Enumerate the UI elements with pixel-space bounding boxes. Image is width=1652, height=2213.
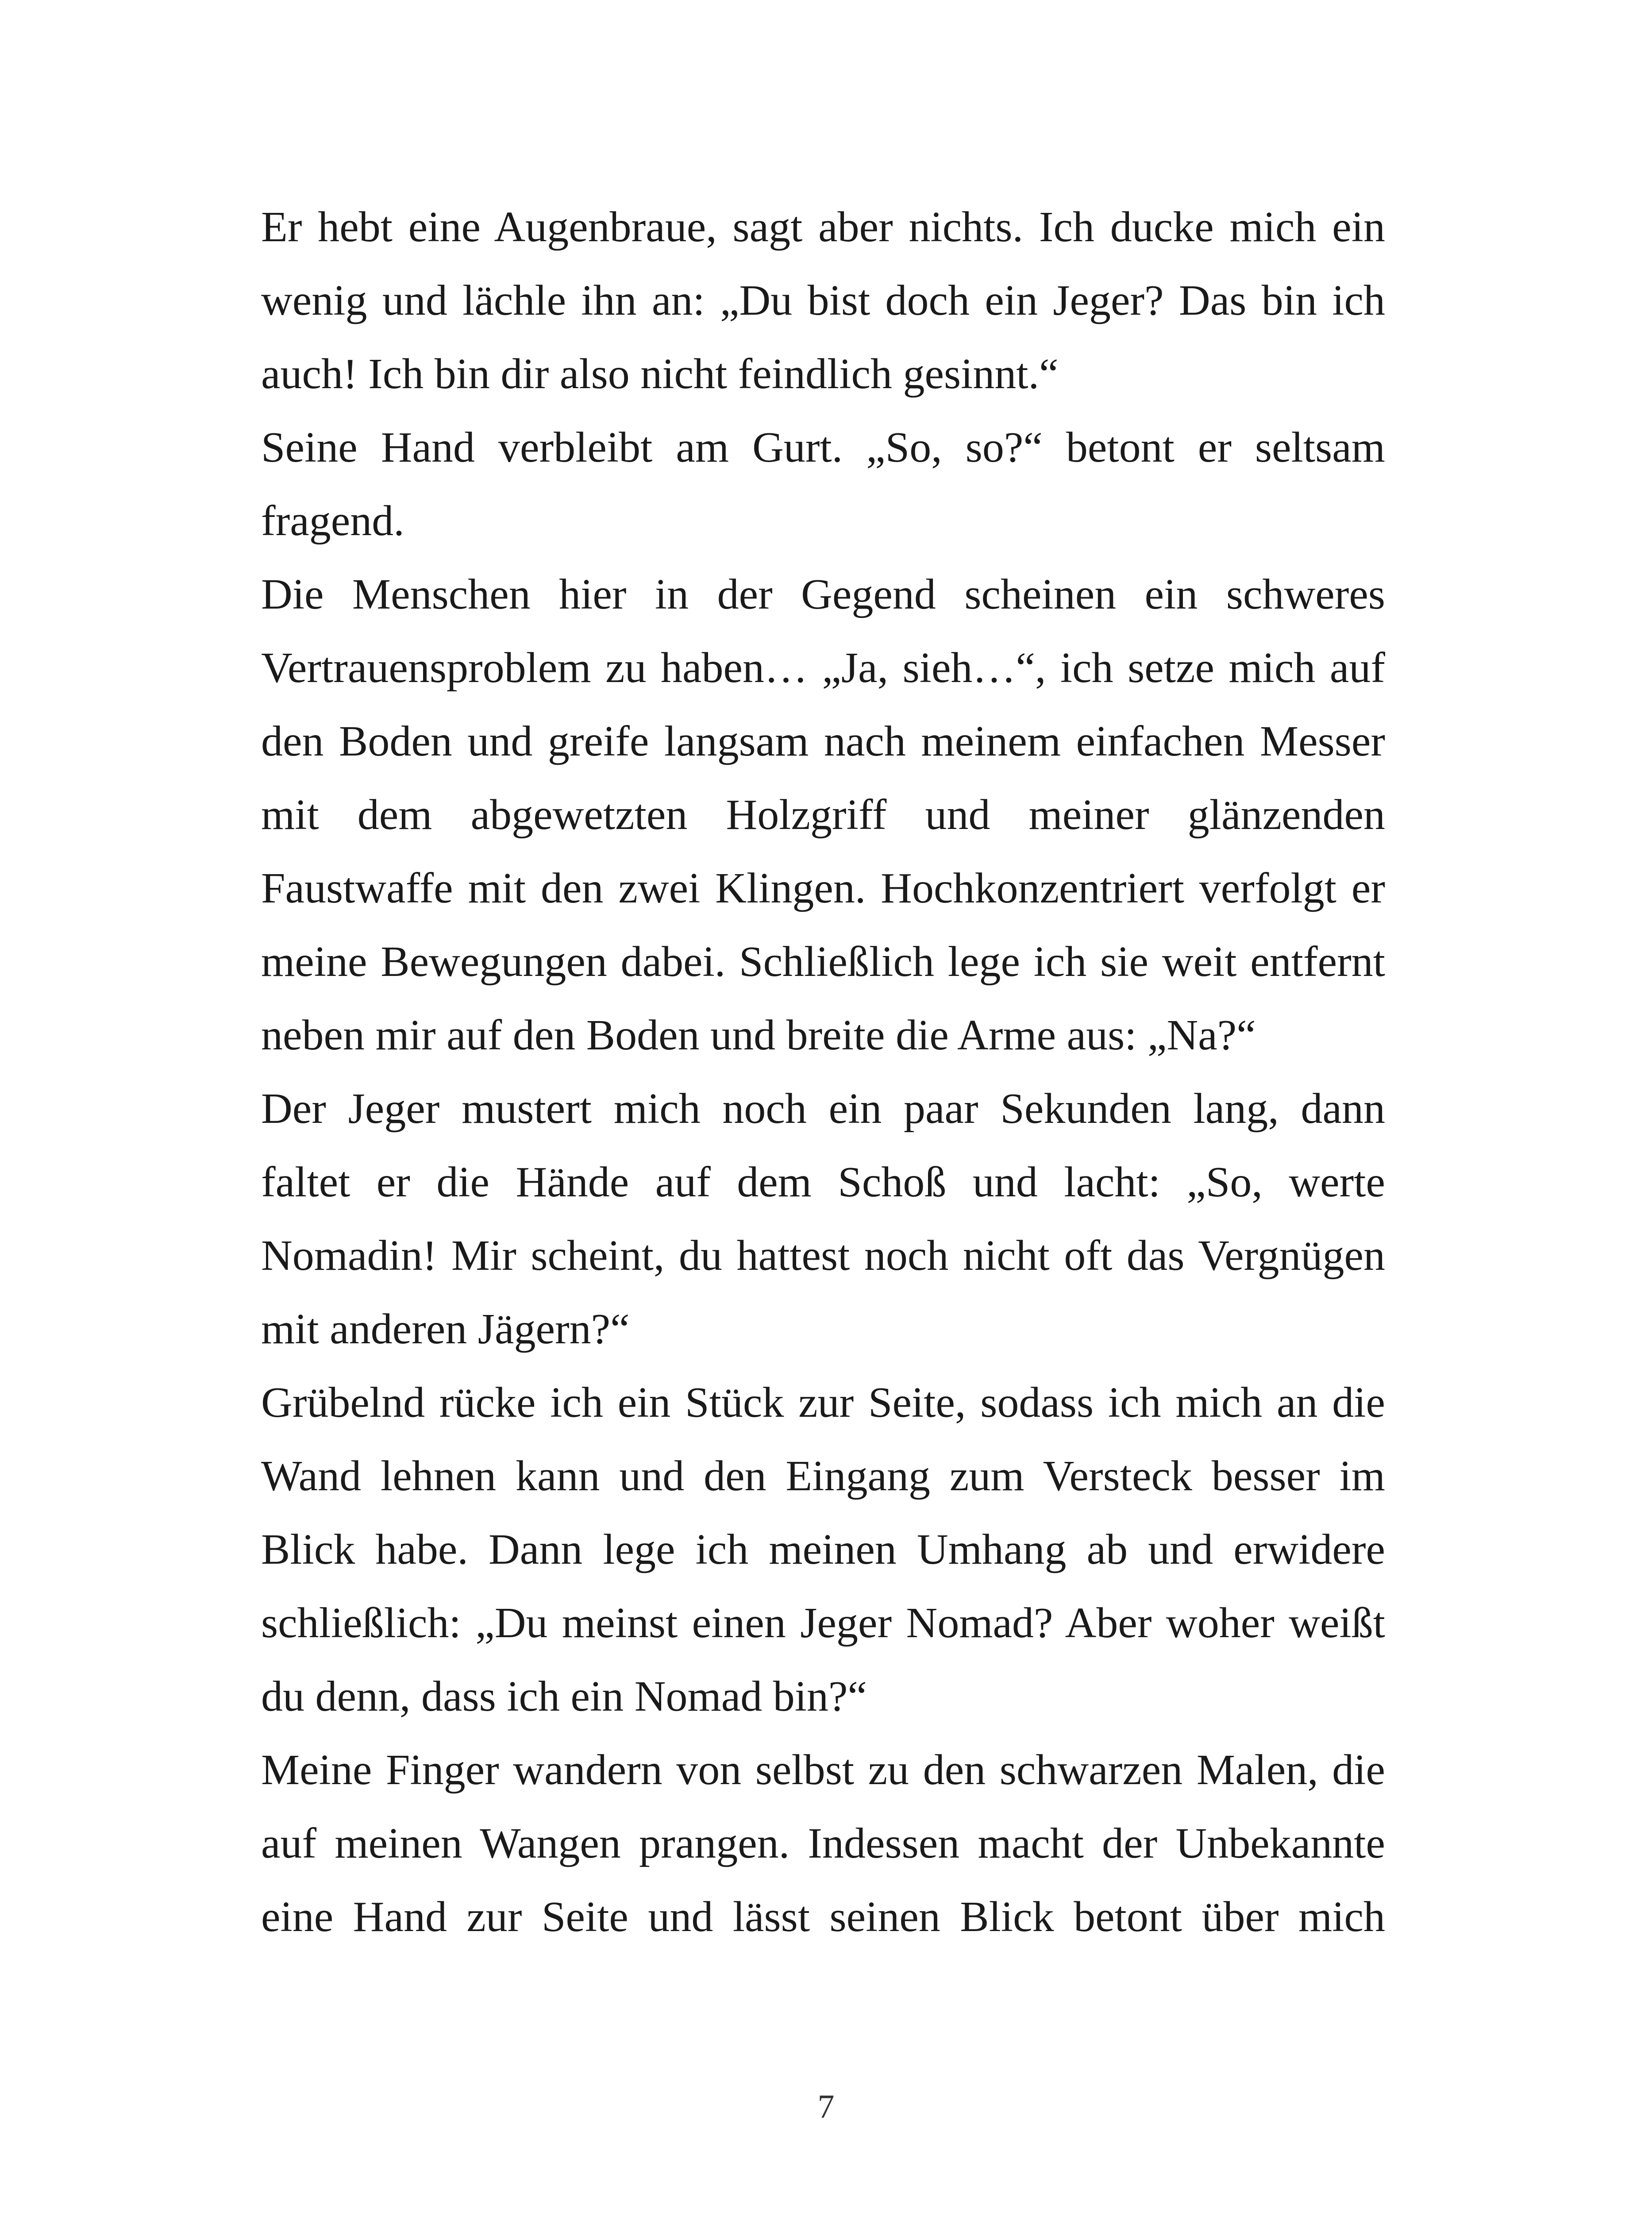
text-line: auf meinen Wangen prangen. Indessen macht der Unbekannte [261,1820,1385,1867]
text-line: mit dem abgewetzten Holzgriff und meiner glänzenden [261,791,1385,839]
text-line: Die Menschen hier in der Gegend scheinen ein schweres [261,571,1385,618]
text-line: du denn, dass ich ein Nomad bin?“ [261,1673,867,1720]
text-line: Nomadin! Mir scheint, du hattest noch nicht oft das Vergnügen [261,1232,1385,1280]
text-line: neben mir auf den Boden und breite die Arme aus: „Na?“ [261,1011,1256,1059]
text-line: wenig und lächle ihn an: „Du bist doch ein Jeger? Das bin ich [261,277,1385,324]
text-line: Grübelnd rücke ich ein Stück zur Seite, sodass ich mich an die [261,1379,1385,1426]
text-line: Blick habe. Dann lege ich meinen Umhang ab und erwidere [261,1526,1385,1573]
text-line: eine Hand zur Seite und lässt seinen Blick betont über mich [261,1893,1385,1941]
text-line: mit anderen Jägern?“ [261,1305,630,1353]
text-line: Er hebt eine Augenbraue, sagt aber nichts. Ich ducke mich ein [261,203,1385,251]
text-line: schließlich: „Du meinst einen Jeger Nomad? Aber woher weißt [261,1599,1385,1647]
text-line: den Boden und greife langsam nach meinem einfachen Messer [261,717,1385,765]
text-line: Faustwaffe mit den zwei Klingen. Hochkonzentriert verfolgt er [261,864,1385,912]
page-number: 7 [817,2088,835,2125]
body-text [261,190,1385,1954]
text-line: Vertrauensproblem zu haben… „Ja, sieh…“, ich setze mich auf [261,644,1385,692]
text-line: Meine Finger wandern von selbst zu den schwarzen Malen, die [261,1746,1385,1794]
text-line: Der Jeger mustert mich noch ein paar Sekunden lang, dann [261,1085,1385,1133]
text-line: Seine Hand verbleibt am Gurt. „So, so?“ betont er seltsam [261,424,1385,471]
text-line: auch! Ich bin dir also nicht feindlich gesinnt.“ [261,350,1059,398]
text-line: faltet er die Hände auf dem Schoß und lacht: „So, werte [261,1158,1385,1206]
text-line: meine Bewegungen dabei. Schließlich lege ich sie weit entfernt [261,938,1385,986]
text-line: fragend. [261,497,404,545]
text-line: Wand lehnen kann und den Eingang zum Versteck besser im [261,1452,1385,1500]
